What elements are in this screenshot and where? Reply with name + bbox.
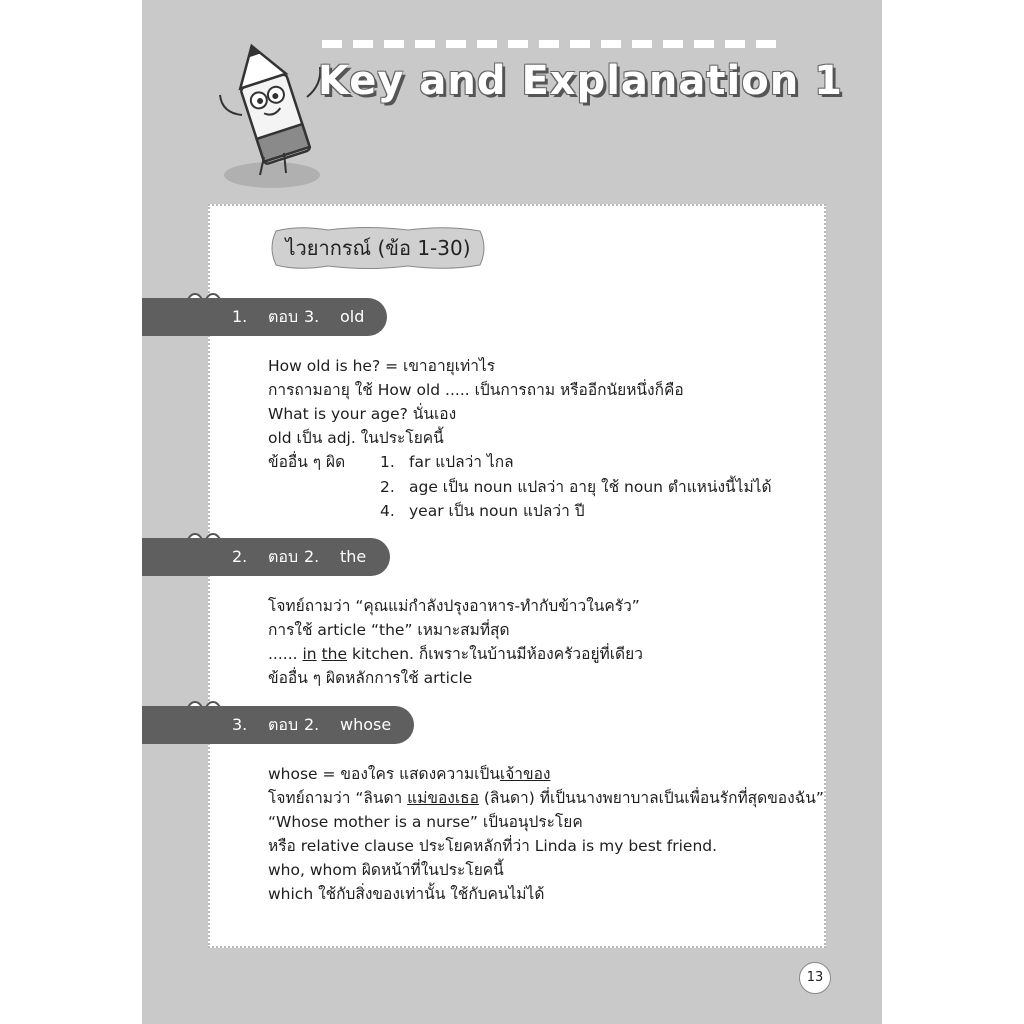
underlined-word: the [321,645,348,663]
other-choice-text: year เป็น noun แปลว่า ปี [409,502,585,520]
line-text: (ลินดา) ที่เป็นนางพยาบาลเป็นเพื่อนรักที่สุดของฉัน” [478,789,824,807]
explanation-line [268,644,643,664]
answer-prefix: ตอบ [268,307,299,326]
question-number: 1. [232,307,248,326]
page [142,0,882,1024]
answer-choice: 2. [304,715,320,734]
line-text: whose = ของใคร แสดงความเป็น [268,765,500,783]
question-number: 2. [232,547,248,566]
explanation-line: What is your age? นั่นเอง [268,405,457,423]
explanation-line [268,764,550,784]
other-choice-text: far แปลว่า ไกล [409,453,514,471]
explanation-line: ข้ออื่น ๆ ผิดหลักการใช้ article [268,669,473,687]
other-choice-number: 4. [380,502,395,520]
title-dash-line [322,40,777,48]
explanation-line: How old is he? = เขาอายุเท่าไร [268,357,496,375]
underlined-word: เจ้าของ [499,765,551,783]
answer-bar-3 [142,706,414,744]
explanation-line: โจทย์ถามว่า “คุณแม่กำลังปรุงอาหาร-ทำกับข้าวในครัว” [268,597,640,615]
question-number: 3. [232,715,248,734]
other-choice-text: age เป็น noun แปลว่า อายุ ใช้ noun ตำแหน่งนี้ไม่ได้ [409,478,772,496]
explanation-line [268,788,824,808]
section-tag [268,225,488,271]
explanation-line: who, whom ผิดหน้าที่ในประโยคนี้ [268,861,504,879]
answer-prefix: ตอบ [268,715,299,734]
line-text: kitchen. ก็เพราะในบ้านมีห้องครัวอยู่ที่เดียว [351,645,643,663]
underlined-word: แม่ของเธอ [407,789,479,807]
page-number: 13 [799,962,831,994]
answer-bar-1 [142,298,387,336]
answer-prefix: ตอบ [268,547,299,566]
explanation-line: “Whose mother is a nurse” เป็นอนุประโยค [268,813,583,831]
others-label: ข้ออื่น ๆ ผิด [268,453,346,471]
other-choice-number: 1. [380,453,395,471]
ellipsis-text: ...... [268,645,298,663]
other-choice-number: 2. [380,478,395,496]
answer-word: old [340,307,365,326]
explanation-line: การถามอายุ ใช้ How old ..... เป็นการถาม หรืออีกนัยหนึ่งก็คือ [268,381,684,399]
line-text: โจทย์ถามว่า “ลินดา [268,789,408,807]
answer-choice: 3. [304,307,320,326]
answer-choice: 2. [304,547,320,566]
explanation-line: การใช้ article “the” เหมาะสมที่สุด [268,621,510,639]
answer-word: the [340,547,367,566]
section-label: ไวยากรณ์ (ข้อ 1-30) [285,236,471,260]
explanation-line: old เป็น adj. ในประโยคนี้ [268,429,444,447]
explanation-line: หรือ relative clause ประโยคหลักที่ว่า Linda is my best friend. [268,837,718,855]
page-title: Key and Explanation 1 [318,58,843,104]
explanation-line: which ใช้กับสิ่งของเท่านั้น ใช้กับคนไม่ได้ [268,885,545,903]
answer-word: whose [340,715,392,734]
underlined-word: in [302,645,317,663]
answer-bar-2 [142,538,390,576]
